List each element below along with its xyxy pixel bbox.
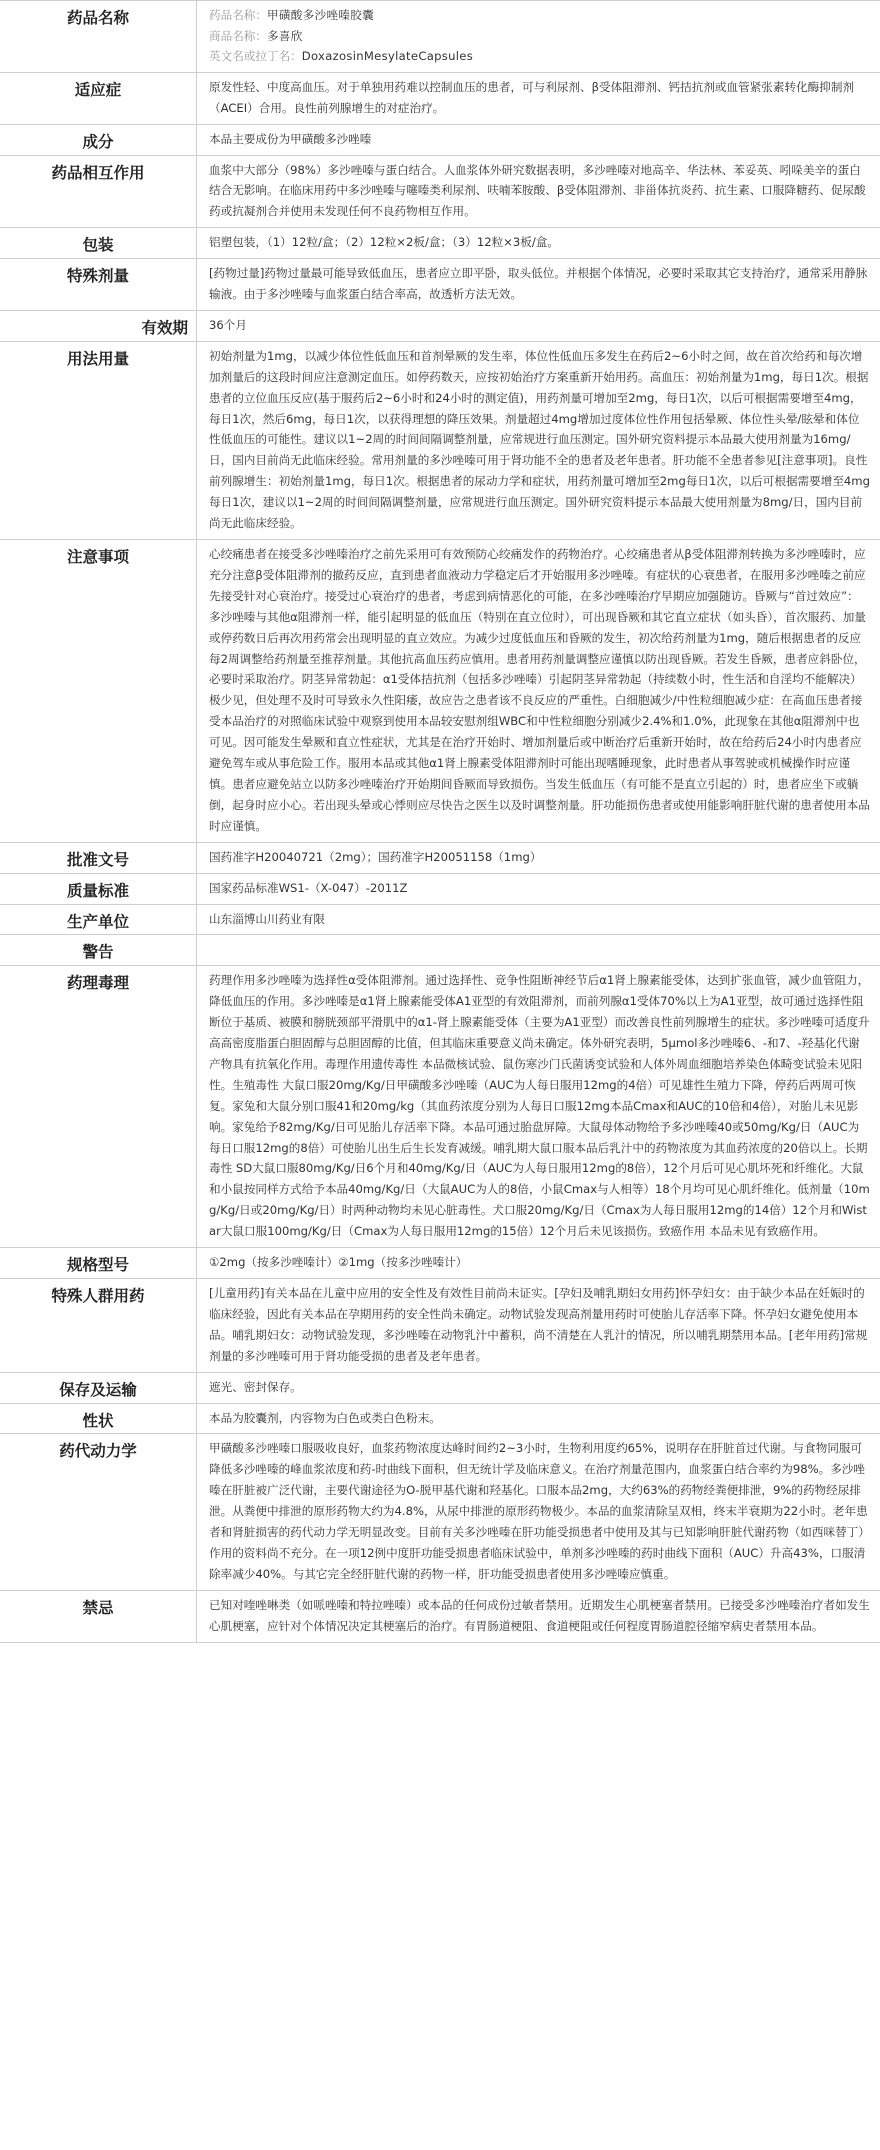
row-value [197, 1591, 880, 1642]
row-label: 批准文号 [0, 843, 197, 873]
row-drug-name [0, 1, 880, 73]
row-value [197, 905, 880, 935]
row-text: 国药准字H20040721（2mg）；国药准字H20051158（1mg） [209, 849, 542, 864]
row-text: ①2mg（按多沙唑嗪计）②1mg（按多沙唑嗪计） [209, 1255, 468, 1270]
row-label: 特殊人群用药 [0, 1279, 197, 1372]
name-key: 英文名或拉丁名： [209, 49, 302, 64]
row-text: 初始剂量为1mg，以减少体位性低血压和首剂晕厥的发生率，体位性低血压多发生在药后2~6小时之间，故在首次给药和每次增加剂量后的这段时间应注意测定血压。如停药数天，应按初始治疗方案重新开始用药。高血压：初始剂量为1mg，每日1次。根据患者的立位血压反应(基于服药后2~6小时和24小时的测定值)，用药剂量可增加至2mg，每日1次，以后可根据需要增至4mg，每日1次，然后6mg，每日1次，以获得理想的降压效果。剂量超过4mg增加过度体位性作用包括晕厥、体位性头晕/眩晕和体位性低血压的可能性。建议以1~2周的时间间隔调整剂量，应常规进行血压测定。国外研究资料提示本品最大使用剂量为16mg/日，国内目前尚无此临床经验。常用剂量的多沙唑嗪可用于肾功能不全的患者及老年患者。肝功能不全患者参见[注意事项]。良性前列腺增生：初始剂量1mg，每日1次。根据患者的尿动力学和症状，用药剂量可增加至2mg每日1次，以后可根据需要增至4mg每日1次，建议以1~2周的时间间隔调整剂量，应常规进行血压测定。国外研究资料提示本品最大使用剂量为8mg/日，国内目前尚无此临床经验。 [209, 348, 870, 531]
row-label: 用法用量 [0, 342, 197, 539]
row-value [197, 259, 880, 310]
row-value [197, 1373, 880, 1403]
row-label: 规格型号 [0, 1248, 197, 1278]
row-text: 本品为胶囊剂，内容物为白色或类白色粉末。 [209, 1410, 441, 1425]
row-label: 有效期 [0, 311, 197, 341]
row-label: 禁忌 [0, 1591, 197, 1642]
row-approval [0, 843, 880, 874]
row-interactions [0, 156, 880, 229]
row-standard [0, 874, 880, 905]
row-pharmacokinetics [0, 1434, 880, 1590]
row-text [209, 939, 870, 960]
row-value [197, 156, 880, 228]
row-label: 药品相互作用 [0, 156, 197, 228]
name-key: 商品名称： [209, 28, 267, 43]
row-value [197, 874, 880, 904]
row-overdose [0, 259, 880, 311]
row-indications [0, 73, 880, 125]
row-package [0, 228, 880, 259]
row-value [197, 73, 880, 124]
row-text: 血浆中大部分（98%）多沙唑嗪与蛋白结合。人血浆体外研究数据表明，多沙唑嗪对地高辛、华法林、苯妥英、吲哚美辛的蛋白结合无影响。在临床用药中多沙唑嗪与噻嗪类利尿剂、呋喃苯胺酸、β受体阻滞剂、非甾体抗炎药、抗生素、口服降糖药、促尿酸药或抗凝剂合并使用未发现任何不良药物相互作用。 [209, 162, 866, 219]
row-value [197, 1, 880, 72]
row-manufacturer [0, 905, 880, 936]
row-value [197, 342, 880, 539]
row-value [197, 966, 880, 1247]
name-key: 药品名称： [209, 8, 267, 22]
row-pharmacology [0, 966, 880, 1248]
row-warning [0, 935, 880, 966]
row-text: 国家药品标准WS1-（X-047）-2011Z [209, 880, 408, 895]
name-value: 甲磺酸多沙唑嗪胶囊 [266, 8, 375, 22]
trade-name-line [209, 26, 870, 47]
row-text: 甲磺酸多沙唑嗪口服吸收良好，血浆药物浓度达峰时间约2~3小时，生物利用度约65%，说明存在肝脏首过代谢。与食物同服可降低多沙唑嗪的峰血浆浓度和药-时曲线下面积，但无统计学及临床意义。在治疗剂量范围内，血浆蛋白结合率约为98%。多沙唑嗪在肝脏被广泛代谢，主要代谢途径为O-脱甲基代谢和羟基化。口服本品2mg，大约63%的药物经粪便排泄，9%的药物经尿排泄。从粪便中排泄的原形药物大约为4.8%，从尿中排泄的原形药物极少。本品的血浆清除呈双相，终末半衰期为22小时。老年患者和肾脏损害的药代动力学无明显改变。目前有关多沙唑嗪在肝功能受损患者中使用及其与已知影响肝脏代谢药物（如西咪替丁）作用的资料尚不充分。在一项12例中度肝功能受损患者临床试验中，单剂多沙唑嗪的药时曲线下面积（AUC）升高43%，口服清除率减少40%。与其它完全经肝脏代谢的药物一样，肝功能受损患者使用多沙唑嗪应慎重。 [209, 1441, 870, 1581]
row-text: 铝塑包装，（1）12粒/盒；（2）12粒×2板/盒；（3）12粒×3板/盒。 [209, 235, 559, 250]
name-value: DoxazosinMesylateCapsules [301, 49, 474, 64]
generic-name-line [209, 5, 870, 26]
row-validity [0, 311, 880, 342]
row-value [197, 540, 880, 842]
row-text: 36个月 [209, 317, 247, 332]
row-text: 心绞痛患者在接受多沙唑嗪治疗之前先采用可有效预防心绞痛发作的药物治疗。心绞痛患者从β受体阻滞剂转换为多沙唑嗪时，应充分注意β受体阻滞剂的撤药反应，直到患者血液动力学稳定后才开始服用多沙唑嗪。有症状的心衰患者，在服用多沙唑嗪之前应先接受针对心衰治疗。接受过心衰治疗的患者，考虑到病情恶化的可能，在多沙唑嗪治疗早期应加强随访。昏厥与“首过效应”：多沙唑嗪与其他α阻滞剂一样，能引起明显的低血压（特别在直立位时），可出现昏厥和其它直立症状（如头昏），首次服药、加量或停药数日后再次用药常会出现明显的直立效应。为减少过度低血压和昏厥的发生，初次给药剂量为1mg，随后根据患者的反应每2周调整给药剂量至推荐剂量。其他抗高血压药应慎用。患者用药剂量调整应谨慎以防出现昏厥。若发生昏厥，患者应斜卧位，必要时采取治疗。阴茎异常勃起：α1受体拮抗剂（包括多沙唑嗪）引起阴茎异常勃起（持续数小时，性生活和自淫均不能解决）极少见，但处理不及时可导致永久性阳痿，故应告之患者该不良反应的严重性。白细胞减少/中性粒细胞减少症：在高血压患者接受本品治疗的对照临床试验中观察到使用本品较安慰剂组WBC和中性粒细胞分别减少2.4%和1.0%，此现象在其他α阻滞剂中也可见。因可能发生晕厥和直立性症状，尤其是在治疗开始时、增加剂量后或中断治疗后重新开始时，故在给药后24小时内患者应避免驾车或从事危险工作。服用本品或其他α1肾上腺素受体阻滞剂时可能出现嗜睡现象，此时患者从事驾驶或机械操作时应谨慎。患者应避免站立以防多沙唑嗪治疗开始期间昏厥而导致损伤。当发生低血压（有可能不是直立引起的）时，患者应坐下或躺倒，起身时应小心。若出现头晕或心悸则应尽快告之医生以及时调整剂量。肝功能损伤患者或使用能影响肝脏代谢的患者使用本品时应谨慎。 [209, 547, 870, 833]
row-label: 药代动力学 [0, 1434, 197, 1589]
row-special_pop [0, 1279, 880, 1373]
row-spec [0, 1248, 880, 1279]
name-value: 多喜欣 [266, 28, 303, 43]
row-label: 药品名称 [0, 1, 197, 72]
row-text: 药理作用多沙唑嗪为选择性α受体阻滞剂。通过选择性、竞争性阻断神经节后α1肾上腺素能受体，达到扩张血管，减少血管阻力，降低血压的作用。多沙唑嗪是α1肾上腺素能受体A1亚型的有效阻滞剂，而前列腺α1受体70%以上为A1亚型，故可通过选择性阻断位于基质、被膜和膀胱颈部平滑肌中的α1-肾上腺素能受体（主要为A1亚型）而改善良性前列腺增生的症状。多沙唑嗪可适度升高高密度脂蛋白胆固醇与总胆固醇的比值，但其临床重要意义尚未确定。体外研究表明，5μmol多沙唑嗪6、-和7、-羟基化代谢产物具有抗氧化作用。毒理作用遗传毒性 本品微核试验、鼠伤寒沙门氏菌诱变试验和人体外周血细胞培养染色体畸变试验未见阳性。生殖毒性 大鼠口服20mg/Kg/日甲磺酸多沙唑嗪（AUC为人每日服用12mg的4倍）可见雄性生殖力下降，停药后两周可恢复。家兔和大鼠分别口服41和20mg/kg（其血药浓度分别为人每日口服12mg本品Cmax和AUC的10倍和4倍），对胎儿未见影响。家兔给予82mg/Kg/日可见胎儿存活率下降。本品可通过胎盘屏障。大鼠母体动物给予多沙唑嗪40或50mg/Kg/日（AUC为每日口服12mg的8倍）可使胎儿出生后生长发育减缓。哺乳期大鼠口服本品后乳汁中的药物浓度为其血药浓度的20倍以上。长期毒性 SD大鼠口服80mg/Kg/日6个月和40mg/Kg/日（AUC为人每日服用12mg的8倍），12个月后可见心肌坏死和纤维化。大鼠和小鼠按同样方式给予本品40mg/Kg/日（大鼠AUC为人的8倍，小鼠Cmax与人相等）18个月均可见心肌纤维化。低剂量（10mg/Kg/日或20mg/Kg/日）时两种动物均未见心脏毒性。犬口服20mg/Kg/日（Cmax为人每日服用12mg的14倍）12个月和Wistar大鼠口服100mg/Kg/日（Cmax为人每日服用12mg的15倍）12个月后未见该损伤。致癌作用 本品未见有致癌作用。 [209, 973, 870, 1239]
row-value [197, 125, 880, 155]
english-name-line [209, 46, 870, 67]
row-text: 原发性轻、中度高血压。对于单独用药难以控制血压的患者，可与利尿剂、β受体阻滞剂、钙拮抗剂或血管紧张素转化酶抑制剂（ACEI）合用。良性前列腺增生的对症治疗。 [209, 79, 855, 115]
row-value [197, 1248, 880, 1278]
row-label: 药理毒理 [0, 966, 197, 1247]
row-text: 本品主要成份为甲磺酸多沙唑嗪 [209, 131, 372, 146]
row-dosage [0, 342, 880, 540]
row-label: 成分 [0, 125, 197, 155]
row-label: 保存及运输 [0, 1373, 197, 1403]
row-label: 性状 [0, 1404, 197, 1434]
row-label: 生产单位 [0, 905, 197, 935]
row-text: 已知对喹唑啉类（如哌唑嗪和特拉唑嗪）或本品的任何成份过敏者禁用。近期发生心肌梗塞者禁用。已接受多沙唑嗪治疗者如发生心肌梗塞，应针对个体情况决定其梗塞后的治疗。有胃肠道梗阻、食道梗阻或任何程度胃肠道腔径缩窄病史者禁用本品。 [209, 1597, 870, 1633]
row-ingredients [0, 125, 880, 156]
row-precautions [0, 540, 880, 843]
row-label: 质量标准 [0, 874, 197, 904]
row-text: 遮光、密封保存。 [209, 1379, 302, 1394]
row-properties [0, 1404, 880, 1435]
row-label: 包装 [0, 228, 197, 258]
row-value [197, 1279, 880, 1372]
row-text: [儿童用药]有关本品在儿童中应用的安全性及有效性目前尚未证实。[孕妇及哺乳期妇女用药]怀孕妇女：由于缺少本品在妊娠时的临床经验，因此有关本品在孕期用药的安全性尚未确定。动物试验发现高剂量用药时可使胎儿存活率下降。怀孕妇女避免使用本品。哺乳期妇女：动物试验发现，多沙唑嗪在动物乳汁中蓄积，尚不清楚在人乳汁的情况，所以哺乳期禁用本品。[老年用药]常规剂量的多沙唑嗪可用于肾功能受损的患者及老年患者。 [209, 1286, 868, 1363]
row-text: [药物过量]药物过量最可能导致低血压，患者应立即平卧，取头低位。并根据个体情况，必要时采取其它支持治疗，通常采用静脉输液。由于多沙唑嗪与血浆蛋白结合率高，故透析方法无效。 [209, 266, 868, 302]
row-storage [0, 1373, 880, 1404]
row-label: 注意事项 [0, 540, 197, 842]
row-value [197, 1434, 880, 1589]
row-label: 特殊剂量 [0, 259, 197, 310]
row-text: 山东淄博山川药业有限 [209, 911, 325, 926]
row-contraindications [0, 1591, 880, 1643]
row-value [197, 843, 880, 873]
row-label: 适应症 [0, 73, 197, 124]
row-value [197, 1404, 880, 1434]
row-value [197, 228, 880, 258]
row-value [197, 311, 880, 341]
row-value [197, 935, 880, 965]
row-label: 警告 [0, 935, 197, 965]
